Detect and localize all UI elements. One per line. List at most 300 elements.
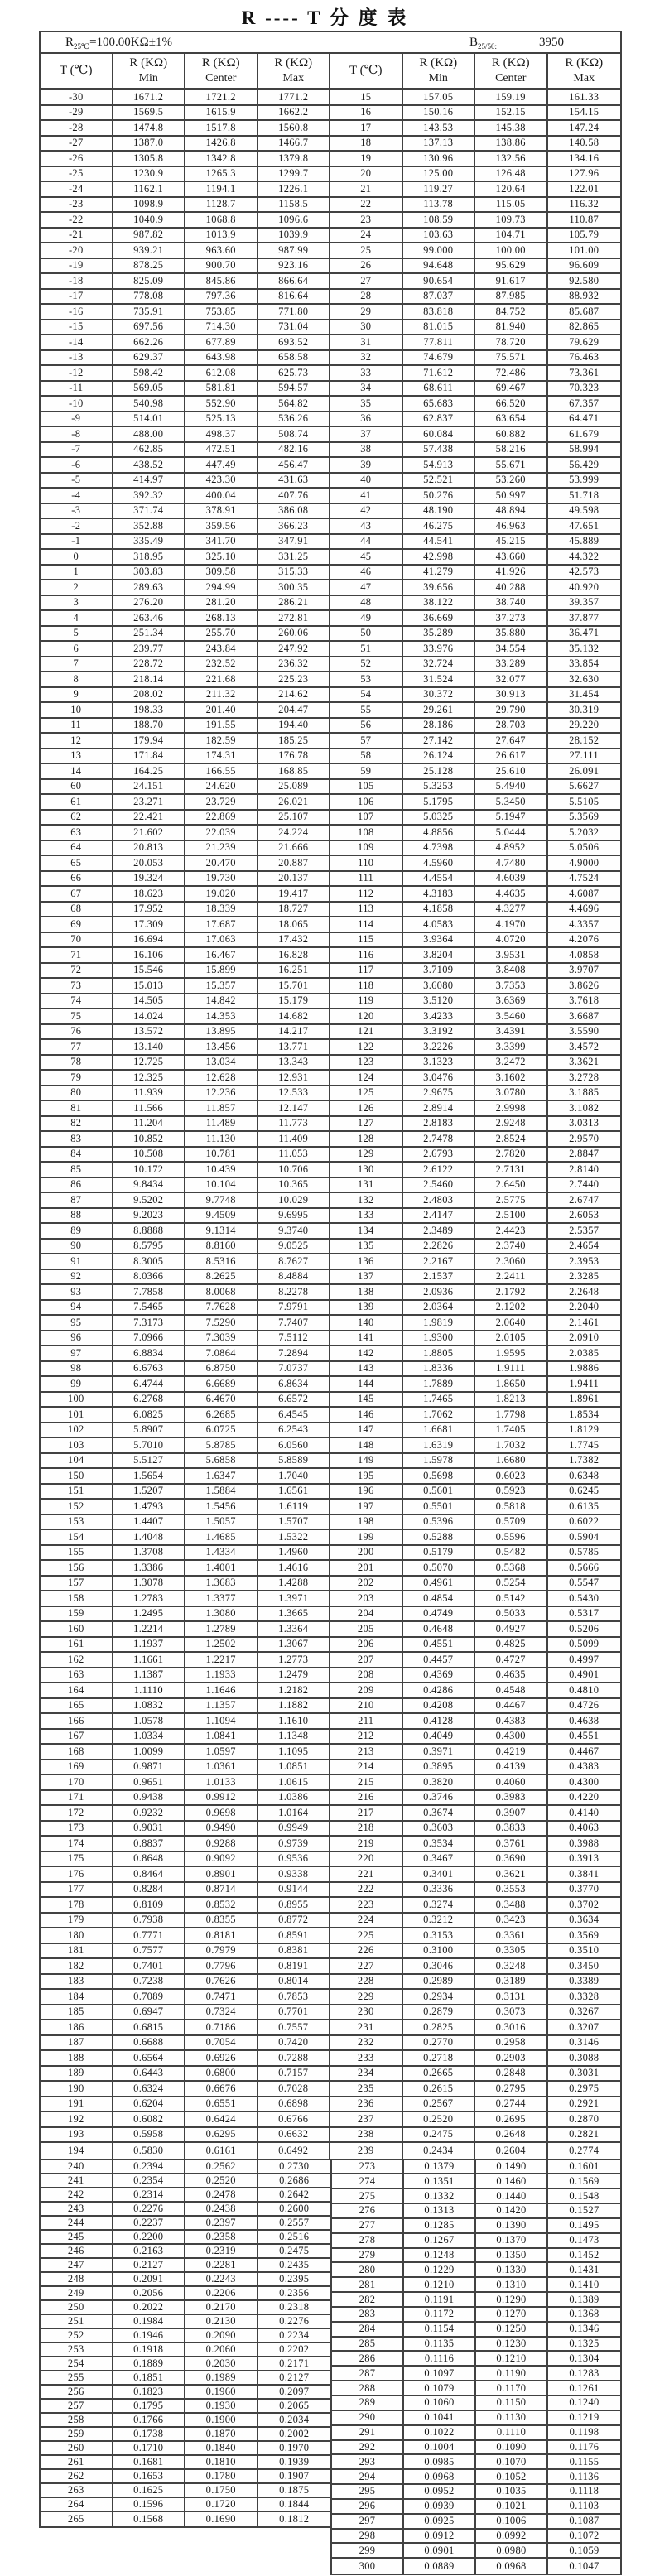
center-cell: 0.9490 bbox=[185, 1822, 258, 1837]
min-cell: 0.8284 bbox=[113, 1883, 186, 1899]
center-cell: 0.6800 bbox=[185, 2067, 258, 2082]
max-cell: 96.609 bbox=[548, 259, 621, 275]
center-cell: 268.13 bbox=[185, 611, 258, 627]
center-cell: 0.2397 bbox=[185, 2217, 258, 2231]
t-cell: 107 bbox=[330, 811, 403, 826]
center-cell: 581.81 bbox=[185, 382, 258, 397]
max-cell: 508.74 bbox=[258, 427, 331, 443]
t-cell: 95 bbox=[41, 1316, 113, 1331]
min-cell: 0.3820 bbox=[403, 1775, 476, 1791]
max-cell: 0.4638 bbox=[548, 1714, 621, 1730]
center-cell: 0.2281 bbox=[185, 2259, 258, 2273]
max-cell: 2.5357 bbox=[548, 1224, 621, 1240]
center-cell: 6.4670 bbox=[185, 1393, 258, 1408]
center-cell: 5.6858 bbox=[185, 1454, 258, 1470]
max-cell: 73.361 bbox=[548, 366, 621, 382]
center-cell: 0.3361 bbox=[475, 1928, 548, 1944]
t-cell: 100 bbox=[41, 1393, 113, 1408]
t-cell: 171 bbox=[41, 1791, 113, 1807]
max-cell: 10.029 bbox=[258, 1193, 331, 1209]
t-cell: 230 bbox=[330, 2005, 403, 2021]
center-cell: 60.882 bbox=[475, 427, 548, 443]
min-cell: 1.8336 bbox=[403, 1362, 476, 1378]
t-cell: 250 bbox=[41, 2301, 113, 2315]
center-cell: 10.439 bbox=[185, 1163, 258, 1178]
max-cell: 6.6572 bbox=[258, 1393, 331, 1408]
min-cell: 52.521 bbox=[403, 474, 476, 489]
max-cell: 1.4288 bbox=[258, 1577, 331, 1592]
min-cell: 0.1248 bbox=[404, 2249, 476, 2264]
min-cell: 11.566 bbox=[113, 1101, 186, 1117]
center-cell: 0.6424 bbox=[185, 2112, 258, 2128]
max-cell: 61.679 bbox=[548, 427, 621, 443]
center-cell: 714.30 bbox=[185, 320, 258, 336]
max-cell: 76.463 bbox=[548, 351, 621, 367]
min-cell: 3.5120 bbox=[403, 994, 476, 1010]
header-max-label: Max bbox=[573, 72, 595, 85]
max-cell: 161.33 bbox=[548, 90, 621, 106]
t-cell: 201 bbox=[330, 1561, 403, 1577]
t-cell: 51 bbox=[330, 642, 403, 657]
t-cell: 19 bbox=[330, 152, 403, 167]
min-cell: 0.3274 bbox=[403, 1898, 476, 1914]
max-cell: 0.1072 bbox=[548, 2530, 620, 2545]
t-cell: 143 bbox=[330, 1362, 403, 1378]
min-cell: 7.0966 bbox=[113, 1331, 186, 1347]
max-cell: 2.8140 bbox=[548, 1163, 621, 1178]
center-cell: 0.3016 bbox=[475, 2020, 548, 2036]
max-cell: 0.1155 bbox=[548, 2455, 620, 2470]
min-cell: 7.5465 bbox=[113, 1301, 186, 1317]
t-cell: 279 bbox=[332, 2249, 404, 2264]
t-cell: 287 bbox=[332, 2367, 404, 2381]
center-cell: 0.2060 bbox=[185, 2343, 258, 2357]
center-cell: 1.9595 bbox=[475, 1346, 548, 1362]
min-cell: 1.2783 bbox=[113, 1591, 186, 1607]
t-cell: 103 bbox=[41, 1438, 113, 1454]
max-cell: 564.82 bbox=[258, 397, 331, 412]
t-cell: 160 bbox=[41, 1622, 113, 1638]
max-cell: 0.1452 bbox=[548, 2249, 620, 2264]
t-cell: 71 bbox=[41, 948, 113, 964]
center-cell: 69.467 bbox=[475, 382, 548, 397]
t-cell: 101 bbox=[41, 1408, 113, 1423]
max-cell: 2.2648 bbox=[548, 1285, 621, 1301]
column-header-min-left bbox=[113, 54, 186, 88]
t-cell: 47 bbox=[330, 580, 403, 596]
min-cell: 0.4369 bbox=[403, 1668, 476, 1684]
center-cell: 0.5368 bbox=[475, 1561, 548, 1577]
min-cell: 1.0334 bbox=[113, 1730, 186, 1745]
min-cell: 0.4648 bbox=[403, 1622, 476, 1638]
min-cell: 90.654 bbox=[403, 274, 476, 290]
t-cell: 116 bbox=[330, 948, 403, 964]
max-cell: 225.23 bbox=[258, 672, 331, 688]
min-cell: 68.611 bbox=[403, 382, 476, 397]
t-cell: 115 bbox=[330, 933, 403, 949]
max-cell: 0.2034 bbox=[258, 2414, 331, 2428]
max-cell: 0.1176 bbox=[548, 2441, 620, 2456]
t-cell: 21 bbox=[330, 182, 403, 198]
max-cell: 29.220 bbox=[548, 719, 621, 734]
center-cell: 0.6926 bbox=[185, 2051, 258, 2067]
max-cell: 1.6561 bbox=[258, 1485, 331, 1500]
center-cell: 63.654 bbox=[475, 412, 548, 428]
max-cell: 1.7382 bbox=[548, 1454, 621, 1470]
column-header-max-right bbox=[548, 54, 621, 88]
center-cell: 191.55 bbox=[185, 719, 258, 734]
center-cell: 0.1021 bbox=[476, 2500, 548, 2515]
t-cell: 291 bbox=[332, 2426, 404, 2441]
min-cell: 6.6763 bbox=[113, 1362, 186, 1378]
max-cell: 0.4810 bbox=[548, 1683, 621, 1699]
min-cell: 6.4744 bbox=[113, 1377, 186, 1393]
min-cell: 2.7478 bbox=[403, 1132, 476, 1148]
min-cell: 0.1332 bbox=[404, 2189, 476, 2204]
max-cell: 10.706 bbox=[258, 1163, 331, 1178]
t-cell: 245 bbox=[41, 2231, 113, 2245]
min-cell: 179.94 bbox=[113, 734, 186, 749]
center-cell: 900.70 bbox=[185, 259, 258, 275]
max-cell: 12.931 bbox=[258, 1071, 331, 1086]
max-cell: 366.23 bbox=[258, 519, 331, 535]
t-cell: 29 bbox=[330, 305, 403, 320]
center-cell: 0.4467 bbox=[475, 1699, 548, 1715]
min-cell: 24.151 bbox=[113, 780, 186, 796]
t-cell: 208 bbox=[330, 1668, 403, 1684]
t-cell: 222 bbox=[330, 1883, 403, 1899]
max-cell: 0.6492 bbox=[258, 2143, 331, 2159]
max-cell: 15.701 bbox=[258, 979, 331, 994]
header-r-label: R (KΩ) bbox=[565, 56, 604, 70]
t-cell: 60 bbox=[41, 780, 113, 796]
center-cell: 1.6680 bbox=[475, 1454, 548, 1470]
min-cell: 164.25 bbox=[113, 764, 186, 780]
center-cell: 0.9092 bbox=[185, 1852, 258, 1868]
t-cell: 167 bbox=[41, 1730, 113, 1745]
min-cell: 1.9300 bbox=[403, 1331, 476, 1347]
max-cell: 1.9411 bbox=[548, 1377, 621, 1393]
min-cell: 0.4854 bbox=[403, 1591, 476, 1607]
center-cell: 3.1602 bbox=[475, 1071, 548, 1086]
min-cell: 438.52 bbox=[113, 458, 186, 474]
max-cell: 25.107 bbox=[258, 811, 331, 826]
max-cell: 1.1882 bbox=[258, 1699, 331, 1715]
t-cell: 77 bbox=[41, 1040, 113, 1056]
t-cell: 94 bbox=[41, 1301, 113, 1317]
min-cell: 30.372 bbox=[403, 688, 476, 704]
t-cell: 37 bbox=[330, 427, 403, 443]
max-cell: 0.2318 bbox=[258, 2301, 331, 2315]
t-cell: 138 bbox=[330, 1285, 403, 1301]
t-cell: 109 bbox=[330, 841, 403, 857]
t-cell: 128 bbox=[330, 1132, 403, 1148]
t-cell: 6 bbox=[41, 642, 113, 657]
center-cell: 1.7405 bbox=[475, 1423, 548, 1439]
min-cell: 0.0912 bbox=[404, 2530, 476, 2545]
min-cell: 1.9819 bbox=[403, 1316, 476, 1331]
t-cell: 46 bbox=[330, 566, 403, 581]
min-cell: 0.1004 bbox=[404, 2441, 476, 2456]
center-cell: 0.3189 bbox=[475, 1975, 548, 1991]
max-cell: 1.4616 bbox=[258, 1561, 331, 1577]
min-cell: 239.77 bbox=[113, 642, 186, 657]
max-cell: 0.1907 bbox=[258, 2470, 331, 2484]
center-cell: 0.2903 bbox=[475, 2051, 548, 2067]
t-cell: 90 bbox=[41, 1240, 113, 1255]
t-cell: 225 bbox=[330, 1928, 403, 1944]
min-cell: 0.2567 bbox=[403, 2097, 476, 2113]
max-cell: 11.053 bbox=[258, 1148, 331, 1163]
t-cell: 45 bbox=[330, 550, 403, 566]
min-cell: 1.1937 bbox=[113, 1638, 186, 1654]
max-cell: 58.994 bbox=[548, 443, 621, 459]
t-cell: 42 bbox=[330, 504, 403, 520]
min-cell: 16.106 bbox=[113, 948, 186, 964]
max-cell: 5.5105 bbox=[548, 795, 621, 811]
t-cell: 83 bbox=[41, 1132, 113, 1148]
t-cell: 106 bbox=[330, 795, 403, 811]
min-cell: 2.0936 bbox=[403, 1285, 476, 1301]
t-cell: 300 bbox=[332, 2559, 404, 2574]
center-cell: 3.4391 bbox=[475, 1025, 548, 1041]
t-cell: 168 bbox=[41, 1745, 113, 1760]
min-cell: 2.9675 bbox=[403, 1086, 476, 1102]
center-cell: 221.68 bbox=[185, 672, 258, 688]
max-cell: 816.64 bbox=[258, 290, 331, 306]
center-cell: 1.4334 bbox=[185, 1546, 258, 1562]
t-cell: 3 bbox=[41, 596, 113, 612]
min-cell: 0.2520 bbox=[403, 2112, 476, 2128]
min-cell: 0.0985 bbox=[404, 2455, 476, 2470]
min-cell: 113.78 bbox=[403, 198, 476, 214]
max-cell: 7.9791 bbox=[258, 1301, 331, 1317]
spec-b-subscript: 25/50: bbox=[478, 42, 498, 51]
min-cell: 371.74 bbox=[113, 504, 186, 520]
t-cell: 263 bbox=[41, 2484, 113, 2498]
t-cell: 52 bbox=[330, 657, 403, 673]
min-cell: 488.00 bbox=[113, 427, 186, 443]
max-cell: 0.2600 bbox=[258, 2203, 331, 2217]
max-cell: 0.2475 bbox=[258, 2245, 331, 2259]
center-cell: 552.90 bbox=[185, 397, 258, 412]
min-cell: 939.21 bbox=[113, 243, 186, 259]
max-cell: 85.687 bbox=[548, 305, 621, 320]
t-cell: 31 bbox=[330, 335, 403, 351]
max-cell: 1.3971 bbox=[258, 1591, 331, 1607]
max-cell: 3.2728 bbox=[548, 1071, 621, 1086]
t-cell: 186 bbox=[41, 2020, 113, 2036]
center-cell: 50.997 bbox=[475, 489, 548, 504]
min-cell: 0.5958 bbox=[113, 2128, 186, 2144]
t-cell: 39 bbox=[330, 458, 403, 474]
max-cell: 0.8191 bbox=[258, 1959, 331, 1975]
center-cell: 0.1150 bbox=[476, 2396, 548, 2411]
center-cell: 0.1370 bbox=[476, 2234, 548, 2249]
t-cell: 141 bbox=[330, 1331, 403, 1347]
center-cell: 0.4219 bbox=[475, 1745, 548, 1760]
t-cell: 253 bbox=[41, 2343, 113, 2357]
max-cell: 0.1283 bbox=[548, 2367, 620, 2381]
min-cell: 28.186 bbox=[403, 719, 476, 734]
t-cell: 183 bbox=[41, 1975, 113, 1991]
max-cell: 272.81 bbox=[258, 611, 331, 627]
center-cell: 29.790 bbox=[475, 703, 548, 719]
max-cell: 0.1261 bbox=[548, 2381, 620, 2396]
center-cell: 1.3080 bbox=[185, 1607, 258, 1623]
max-cell: 1039.9 bbox=[258, 229, 331, 244]
center-cell: 0.7626 bbox=[185, 1975, 258, 1991]
t-cell: -28 bbox=[41, 121, 113, 137]
max-cell: 0.4383 bbox=[548, 1760, 621, 1776]
max-cell: 594.57 bbox=[258, 382, 331, 397]
header-r-label: R (KΩ) bbox=[491, 56, 530, 70]
t-cell: 273 bbox=[332, 2160, 404, 2175]
t-cell: -9 bbox=[41, 412, 113, 428]
max-cell: 482.16 bbox=[258, 443, 331, 459]
max-cell: 0.4901 bbox=[548, 1668, 621, 1684]
min-cell: 198.33 bbox=[113, 703, 186, 719]
center-cell: 3.6369 bbox=[475, 994, 548, 1010]
min-cell: 44.541 bbox=[403, 535, 476, 551]
t-cell: 235 bbox=[330, 2082, 403, 2097]
min-cell: 3.0476 bbox=[403, 1071, 476, 1086]
t-cell: 166 bbox=[41, 1714, 113, 1730]
t-cell: 181 bbox=[41, 1944, 113, 1960]
rt-table bbox=[39, 31, 622, 2576]
t-cell: 296 bbox=[332, 2500, 404, 2515]
max-cell: 1.0164 bbox=[258, 1806, 331, 1822]
t-cell: -12 bbox=[41, 366, 113, 382]
min-cell: 14.505 bbox=[113, 994, 186, 1010]
max-cell: 1.2773 bbox=[258, 1653, 331, 1668]
t-cell: 179 bbox=[41, 1914, 113, 1929]
max-cell: 0.1325 bbox=[548, 2338, 620, 2352]
max-cell: 2.8847 bbox=[548, 1148, 621, 1163]
max-cell: 5.8589 bbox=[258, 1454, 331, 1470]
min-cell: 1.1110 bbox=[113, 1683, 186, 1699]
min-cell: 130.96 bbox=[403, 152, 476, 167]
center-cell: 0.3488 bbox=[475, 1898, 548, 1914]
max-cell: 0.9144 bbox=[258, 1883, 331, 1899]
t-cell: 82 bbox=[41, 1117, 113, 1133]
max-cell: 2.2040 bbox=[548, 1301, 621, 1317]
center-cell: 201.40 bbox=[185, 703, 258, 719]
max-cell: 2.0910 bbox=[548, 1331, 621, 1347]
max-cell: 2.0385 bbox=[548, 1346, 621, 1362]
max-cell: 0.4300 bbox=[548, 1775, 621, 1791]
center-cell: 0.4548 bbox=[475, 1683, 548, 1699]
t-cell: -15 bbox=[41, 320, 113, 336]
max-cell: 4.3357 bbox=[548, 917, 621, 933]
max-cell: 13.343 bbox=[258, 1056, 331, 1071]
t-cell: 202 bbox=[330, 1577, 403, 1592]
t-cell: 111 bbox=[330, 872, 403, 888]
page-title: R ---- T 分 度 表 bbox=[241, 7, 409, 28]
max-cell: 0.3988 bbox=[548, 1837, 621, 1852]
max-cell: 67.357 bbox=[548, 397, 621, 412]
min-cell: 5.7010 bbox=[113, 1438, 186, 1454]
min-cell: 10.852 bbox=[113, 1132, 186, 1148]
beta-value: 3950 bbox=[539, 36, 564, 49]
max-cell: 20.137 bbox=[258, 872, 331, 888]
center-cell: 46.963 bbox=[475, 519, 548, 535]
t-cell: 298 bbox=[332, 2530, 404, 2545]
center-cell: 0.2090 bbox=[185, 2329, 258, 2343]
min-cell: 0.0968 bbox=[404, 2470, 476, 2485]
min-cell: 0.2434 bbox=[403, 2143, 476, 2159]
t-cell: 262 bbox=[41, 2470, 113, 2484]
min-cell: 251.34 bbox=[113, 627, 186, 643]
t-cell: 229 bbox=[330, 1990, 403, 2005]
center-cell: 9.7748 bbox=[185, 1193, 258, 1209]
center-cell: 0.2170 bbox=[185, 2301, 258, 2315]
min-cell: 1.5978 bbox=[403, 1454, 476, 1470]
max-cell: 9.3740 bbox=[258, 1224, 331, 1240]
header-center-label: Center bbox=[495, 72, 527, 85]
center-cell: 9.4509 bbox=[185, 1209, 258, 1225]
max-cell: 0.1495 bbox=[548, 2219, 620, 2234]
max-cell: 1.1610 bbox=[258, 1714, 331, 1730]
min-cell: 57.438 bbox=[403, 443, 476, 459]
t-cell: -17 bbox=[41, 290, 113, 306]
t-cell: 26 bbox=[330, 259, 403, 275]
t-cell: 185 bbox=[41, 2005, 113, 2021]
center-cell: 10.104 bbox=[185, 1178, 258, 1194]
center-cell: 0.6295 bbox=[185, 2128, 258, 2144]
t-cell: 254 bbox=[41, 2357, 113, 2371]
center-cell: 643.98 bbox=[185, 351, 258, 367]
max-cell: 5.3569 bbox=[548, 811, 621, 826]
max-cell: 0.1346 bbox=[548, 2323, 620, 2338]
max-cell: 30.319 bbox=[548, 703, 621, 719]
center-cell: 309.58 bbox=[185, 566, 258, 581]
t-cell: 48 bbox=[330, 596, 403, 612]
min-cell: 0.1710 bbox=[113, 2442, 186, 2456]
max-cell: 70.323 bbox=[548, 382, 621, 397]
min-cell: 335.49 bbox=[113, 535, 186, 551]
max-cell: 10.365 bbox=[258, 1178, 331, 1194]
center-cell: 3.3399 bbox=[475, 1040, 548, 1056]
min-cell: 0.9651 bbox=[113, 1775, 186, 1791]
center-cell: 7.5290 bbox=[185, 1316, 258, 1331]
max-cell: 36.471 bbox=[548, 627, 621, 643]
center-cell: 0.1840 bbox=[185, 2442, 258, 2456]
min-cell: 0.3674 bbox=[403, 1806, 476, 1822]
min-cell: 0.1079 bbox=[404, 2381, 476, 2396]
min-cell: 0.5698 bbox=[403, 1469, 476, 1485]
min-cell: 14.024 bbox=[113, 1009, 186, 1025]
beta-spec bbox=[469, 36, 497, 51]
t-cell: 207 bbox=[330, 1653, 403, 1668]
t-cell: 247 bbox=[41, 2259, 113, 2273]
max-cell: 0.5666 bbox=[548, 1561, 621, 1577]
min-cell: 65.683 bbox=[403, 397, 476, 412]
max-cell: 0.7028 bbox=[258, 2082, 331, 2097]
center-cell: 1.5884 bbox=[185, 1485, 258, 1500]
center-cell: 87.985 bbox=[475, 290, 548, 306]
center-cell: 0.2206 bbox=[185, 2287, 258, 2301]
max-cell: 3.8626 bbox=[548, 979, 621, 994]
t-cell: 65 bbox=[41, 856, 113, 872]
min-cell: 1305.8 bbox=[113, 152, 186, 167]
min-cell: 0.5396 bbox=[403, 1515, 476, 1531]
center-cell: 0.1330 bbox=[476, 2263, 548, 2278]
center-cell: 472.51 bbox=[185, 443, 258, 459]
min-cell: 0.7089 bbox=[113, 1990, 186, 2005]
max-cell: 1.7745 bbox=[548, 1438, 621, 1454]
center-cell: 0.3073 bbox=[475, 2005, 548, 2021]
